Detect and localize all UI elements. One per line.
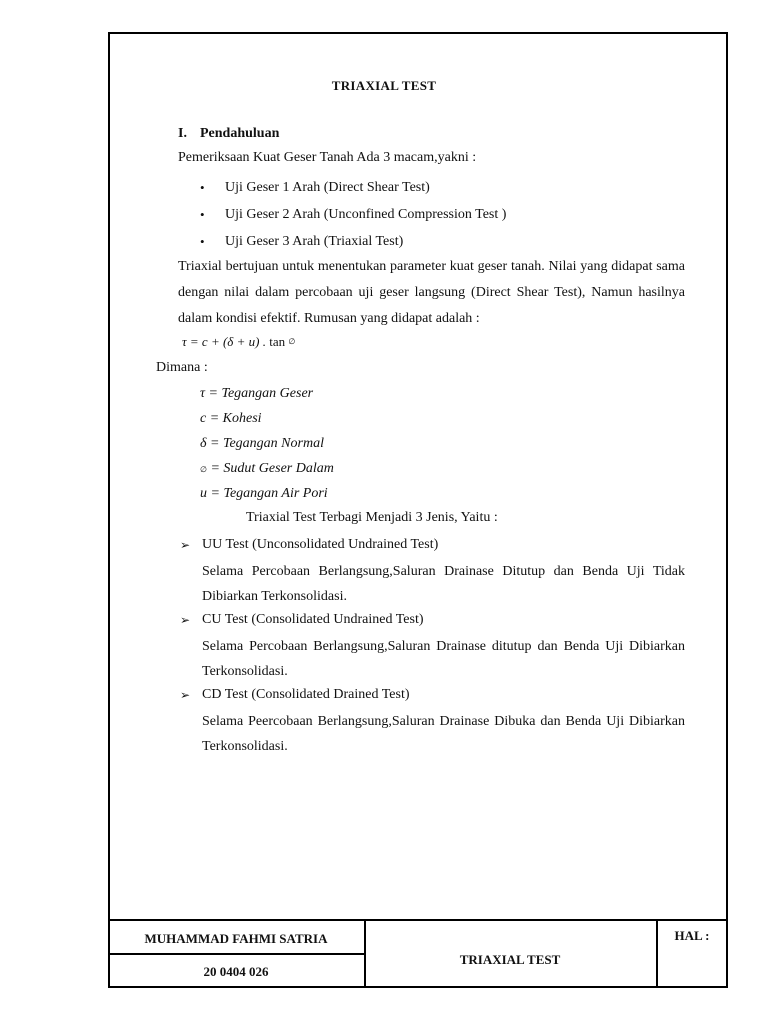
definition-row xyxy=(200,458,334,483)
footer-title-cell xyxy=(364,919,658,988)
student-id: 20 0404 026 xyxy=(203,964,269,979)
test-type-list xyxy=(180,534,685,759)
document-title: TRIAXIAL TEST xyxy=(331,78,437,93)
footer-page-cell xyxy=(656,919,728,988)
section-heading xyxy=(178,126,279,142)
shear-formula xyxy=(182,334,295,350)
definition-row xyxy=(200,383,334,408)
type-name: CD Test (Consolidated Drained Test) xyxy=(202,687,410,702)
arrow-bullet-icon: ➢ xyxy=(180,688,191,702)
type-description: Selama Peercobaan Berlangsung,Saluran Drainase Dibuka dan Benda Uji Dibiarkan Terkonsolidasi. xyxy=(202,714,685,754)
list-item: • Uji Geser 2 Arah (Unconfined Compression Test ) xyxy=(200,203,506,230)
type-description: Selama Percobaan Berlangsung,Saluran Drainase Ditutup dan Benda Uji Tidak Dibiarkan Terkonsolidasi. xyxy=(202,564,685,604)
phi-symbol: ∅ xyxy=(288,337,296,346)
formula-expression: τ = c + (δ + u) . xyxy=(182,334,270,349)
page-label: HAL : xyxy=(674,928,710,943)
definition-symbol: τ xyxy=(200,386,206,401)
test-method-list xyxy=(200,176,506,257)
list-item: • Uji Geser 1 Arah (Direct Shear Test) xyxy=(200,176,506,203)
section-number: I. xyxy=(178,126,187,141)
dimana-label: Dimana : xyxy=(156,360,208,375)
description-paragraph: Triaxial bertujuan untuk menentukan parameter kuat geser tanah. Nilai yang didapat sama dengan nilai dalam percobaan uji geser langsung (Direct Shear Test), Namun hasilnya dalam kondisi efektif. Rumusan yang didapat adalah : xyxy=(178,259,685,326)
list-item xyxy=(180,534,685,609)
type-name: CU Test (Consolidated Undrained Test) xyxy=(202,612,424,627)
footer-title: TRIAXIAL TEST xyxy=(459,952,561,967)
types-intro: Triaxial Test Terbagi Menjadi 3 Jenis, Yaitu : xyxy=(246,510,498,525)
definition-symbol: u xyxy=(200,486,207,501)
definition-text: = Sudut Geser Dalam xyxy=(206,461,334,476)
section-heading-text: Pendahuluan xyxy=(200,126,280,141)
footer-id-cell xyxy=(108,953,366,988)
formula-tan: tan xyxy=(269,334,286,349)
list-item: • Uji Geser 3 Arah (Triaxial Test) xyxy=(200,230,506,257)
type-heading xyxy=(180,609,685,634)
type-heading xyxy=(180,534,685,559)
definition-row xyxy=(200,408,334,433)
definition-text: = Tegangan Air Pori xyxy=(207,486,328,501)
definition-row xyxy=(200,483,334,508)
definition-list xyxy=(200,383,334,508)
definition-symbol: c xyxy=(200,411,207,426)
definition-text: = Tegangan Normal xyxy=(206,436,324,451)
definition-row xyxy=(200,433,334,458)
intro-text: Pemeriksaan Kuat Geser Tanah Ada 3 macam,yakni : xyxy=(178,150,477,165)
arrow-bullet-icon: ➢ xyxy=(180,613,191,627)
arrow-bullet-icon: ➢ xyxy=(180,538,191,552)
type-name: UU Test (Unconsolidated Undrained Test) xyxy=(202,537,439,552)
list-item xyxy=(180,684,685,759)
footer-name-cell xyxy=(108,919,366,955)
type-heading xyxy=(180,684,685,709)
definition-symbol: ∅ xyxy=(200,465,207,474)
type-description: Selama Percobaan Berlangsung,Saluran Drainase ditutup dan Benda Uji Dibiarkan Terkonsolidasi. xyxy=(202,639,685,679)
definition-symbol: δ xyxy=(200,436,207,451)
definition-text: = Tegangan Geser xyxy=(205,386,314,401)
definition-text: = Kohesi xyxy=(206,411,262,426)
author-name: MUHAMMAD FAHMI SATRIA xyxy=(144,931,328,946)
list-item xyxy=(180,609,685,684)
